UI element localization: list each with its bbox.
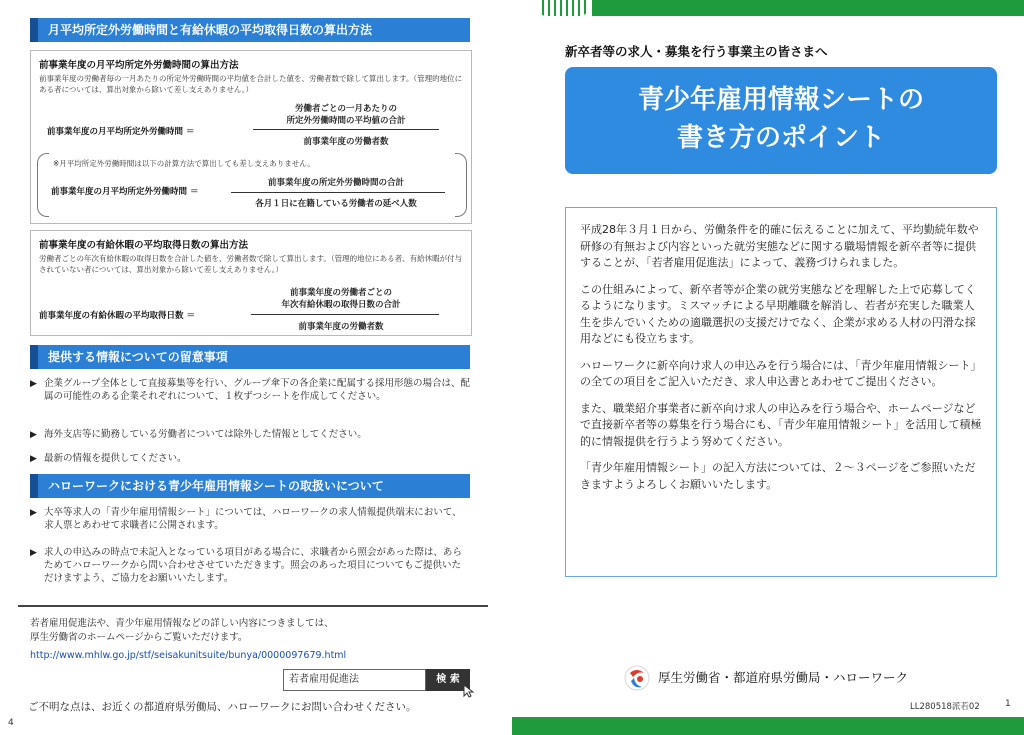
bracket-left <box>37 153 49 217</box>
section-heading-calculation: 月平均所定外労働時間と有給休暇の平均取得日数の算出方法 <box>30 18 470 42</box>
triangle-bullet-icon: ▶ <box>30 508 37 518</box>
intro-paragraph: 「青少年雇用情報シート」の記入方法については、２～３ページをご参照いただきますようよろしくお願いいたします。 <box>580 461 976 491</box>
bottom-green-bar <box>512 717 1024 735</box>
intro-paragraph: ハローワークに新卒向け求人の申込みを行う場合には、「青少年雇用情報シート」の全ての項目をご記入いただき、求人申込書とあわせてご提出ください。 <box>580 358 982 388</box>
footer-info <box>30 617 334 645</box>
triangle-bullet-icon: ▶ <box>30 454 37 464</box>
title-line-1: 青少年雇用情報シートの <box>637 85 924 115</box>
triangle-bullet-icon: ▶ <box>30 379 37 389</box>
list-item-text: 最新の情報を提供してください。 <box>44 453 187 464</box>
title-line-2: 書き方のポイント <box>676 123 885 153</box>
page-number: 4 <box>8 718 14 728</box>
list-item-text: 大卒等求人の「青少年雇用情報シート」については、ハローワークの求人情報提供端末において、求人票とあわせて求職者に公開されます。 <box>44 507 462 531</box>
fraction-bar <box>251 314 439 315</box>
box-description: 前事業年度の労働者毎の一月あたりの所定外労働時間の平均値を合計した値を、労働者数で除して算出します。（管理的地位にある者については、算出対象から除いて差し支えありません。） <box>39 74 463 94</box>
organization-name: 厚生労働省・都道府県労働局・ハローワーク <box>658 670 909 685</box>
mhlw-link[interactable]: http://www.mhlw.go.jp/stf/seisakunitsuite/bunya/0000097679.html <box>30 650 347 661</box>
top-green-bar <box>592 0 1024 16</box>
left-page <box>0 0 506 735</box>
list-item-text: 企業グループ全体として直接募集等を行い、グループ傘下の各企業に配属する採用形態の場合は、配属の可能性のある企業それぞれについて、１枚ずつシートを作成してください。 <box>44 378 470 402</box>
list-item <box>30 428 470 441</box>
list-item <box>30 546 470 585</box>
numerator-line-1: 前事業年度の労働者ごとの <box>289 288 392 298</box>
document-code: LL280518派若02 <box>910 702 980 712</box>
contact-text: ご不明な点は、お近くの都道府県労働局、ハローワークにお問い合わせください。 <box>28 701 417 713</box>
numerator-line-2: 所定外労働時間の平均値の合計 <box>286 116 406 126</box>
numerator-line-2: 年次有給休暇の取得日数の合計 <box>281 300 401 310</box>
formula-denominator: 各月１日に在籍している労働者の延べ人数 <box>255 199 417 209</box>
fraction-bar <box>253 129 439 130</box>
list-item-text: 求人の申込みの時点で未記入となっている項目がある場合に、求職者から照会があった際は、あらためてハローワークから問い合わせさせていただきます。照会のあった項目についてもご提供いただけますよう、ご協力をお願いいたします。 <box>44 547 462 584</box>
footer-divider <box>18 605 488 607</box>
section-heading-notes: 提供する情報についての留意事項 <box>30 345 470 369</box>
mhlw-logo-icon <box>624 665 650 691</box>
formula-numerator <box>241 287 441 311</box>
triangle-bullet-icon: ▶ <box>30 548 37 558</box>
search-input[interactable]: 若者雇用促進法 <box>283 669 426 691</box>
formula-numerator <box>246 103 446 127</box>
formula-label: 前事業年度の月平均所定外労働時間 ＝ <box>47 127 195 137</box>
bracket-right <box>455 153 467 217</box>
alt-method-note: ※月平均所定外労働時間は以下の計算方法で算出しても差し支えありません。 <box>53 159 315 168</box>
box-title: 前事業年度の月平均所定外労働時間の算出方法 <box>39 60 239 71</box>
paid-leave-calc-box <box>30 230 472 336</box>
overtime-calc-box <box>30 50 472 224</box>
triangle-bullet-icon: ▶ <box>30 430 37 440</box>
cursor-icon <box>463 684 475 698</box>
search-button[interactable]: 検 索 <box>426 669 470 691</box>
formula-label: 前事業年度の有給休暇の平均取得日数 ＝ <box>39 311 195 321</box>
main-title <box>565 67 997 174</box>
right-page <box>512 0 1024 735</box>
subtitle: 新卒者等の求人・募集を行う事業主の皆さまへ <box>565 44 828 59</box>
list-item <box>30 452 470 465</box>
formula-denominator: 前事業年度の労働者数 <box>298 322 384 332</box>
intro-paragraph: また、職業紹介事業者に新卒向け求人の申込みを行う場合や、ホームページなどで直接新卒者等の募集を行う場合にも、「青少年雇用情報シート」を活用して積極的に情報提供を行うよう努めてください。 <box>580 401 982 448</box>
intro-paragraph: この仕組みによって、新卒者等が企業の就労実態などを理解した上で応募してくるようになります。ミスマッチによる早期離職を解消し、若者が充実した職業人生を歩んでいくための適職選択の支援だけでなく、企業が求める人材の円滑な採用などにも役立ちます。 <box>580 282 976 345</box>
page-number: 1 <box>1005 699 1011 709</box>
numerator-line-1: 労働者ごとの一月あたりの <box>294 104 397 114</box>
footer-line: 厚生労働省のホームページからご覧いただけます。 <box>30 632 248 643</box>
intro-box <box>565 207 997 577</box>
list-item-text: 海外支店等に勤務している労働者については除外した情報としてください。 <box>44 429 367 440</box>
list-item <box>30 377 470 403</box>
top-stripe-decoration <box>538 0 588 16</box>
box-description: 労働者ごとの年次有給休暇の取得日数を合計した値を、労働者数で除して算出します。（管理的地位にある者、有給休暇が付与されていない者については、算出対象から除いて差し支えありません。） <box>39 254 463 274</box>
fraction-bar <box>231 192 445 193</box>
section-heading-hellowork: ハローワークにおける青少年雇用情報シートの取扱いについて <box>30 474 470 498</box>
formula-denominator: 前事業年度の労働者数 <box>303 137 389 147</box>
formula-label: 前事業年度の月平均所定外労働時間 ＝ <box>51 187 199 197</box>
footer-line: 若者雇用促進法や、青少年雇用情報などの詳しい内容につきましては、 <box>30 618 334 629</box>
box-title: 前事業年度の有給休暇の平均取得日数の算出方法 <box>39 240 249 251</box>
intro-paragraph: 平成28年３月１日から、労働条件を的確に伝えることに加えて、平均勤続年数や研修の有無および内容といった就労実態などに関する職場情報を新卒者等に提供することが、「若者雇用促進法」によって、義務づけられました。 <box>580 223 979 269</box>
formula-numerator: 前事業年度の所定外労働時間の合計 <box>267 178 404 188</box>
list-item <box>30 506 470 532</box>
